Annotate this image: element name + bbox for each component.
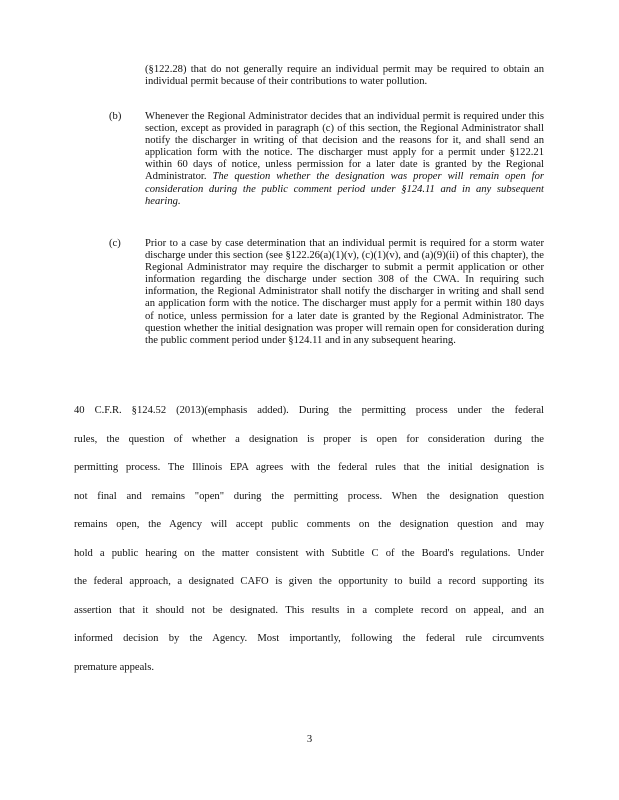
body-line: remains open, the Agency will accept public comments on the designation question and may bbox=[74, 519, 544, 530]
quote-item-c bbox=[109, 238, 544, 347]
body-line: informed decision by the Agency. Most importantly, following the federal rule circumvents bbox=[74, 633, 544, 644]
body-line: permitting process. The Illinois EPA agrees with the federal rules that the initial designation is bbox=[74, 462, 544, 473]
body-line: rules, the question of whether a designation is proper is open for consideration during the bbox=[74, 434, 544, 445]
body-line: premature appeals. bbox=[74, 662, 155, 673]
quote-intro: (§122.28) that do not generally require an individual permit may be required to obtain an individual permit because of their contributions to water pollution. bbox=[145, 64, 544, 88]
body-line: the federal approach, a designated CAFO is given the opportunity to build a record supporting its bbox=[74, 576, 544, 587]
body-line: assertion that it should not be designated. This results in a complete record on appeal, and an bbox=[74, 605, 544, 616]
body-line: hold a public hearing on the matter consistent with Subtitle C of the Board's regulations. Under bbox=[74, 548, 544, 559]
body-line: 40 C.F.R. §124.52 (2013)(emphasis added). During the permitting process under the federal bbox=[74, 405, 544, 416]
item-marker: (b) bbox=[109, 111, 122, 122]
item-emphasis-text: The question whether the designation was proper will remain open for consideration during the public comment period under §124.11 and in any subsequent hearing. bbox=[145, 171, 544, 207]
page-number: 3 bbox=[306, 734, 313, 745]
quote-item-b bbox=[109, 111, 544, 208]
body-line: not final and remains "open" during the permitting process. When the designation question bbox=[74, 491, 544, 502]
item-text: Whenever the Regional Administrator decides that an individual permit is required under this section, except as provided in paragraph (c) of this section, the Regional Administrator shall notify the discharger in writing of that decision and the reasons for it, and shall send an application form with the notice. The discharger must apply for a permit under §122.21 within 60 days of notice, unless permission for a later date is granted by the Regional Administrator. bbox=[145, 111, 544, 183]
item-marker: (c) bbox=[109, 238, 121, 249]
item-text: Prior to a case by case determination that an individual permit is required for a storm water discharge under this section (see §122.26(a)(1)(v), (c)(1)(v), and (a)(9)(ii) of this chapter), the Regional Administrator may require the discharger to submit a permit application or other information regarding the discharge under section 308 of the CWA. In requiring such information, the Regional Administrator shall notify the discharger in writing and shall send an application form with the notice. The discharger must apply for a permit within 180 days of notice, unless permission for a later date is granted by the Regional Administrator. The question whether the initial designation was proper will remain open for consideration during the public comment period under §124.11 and in any subsequent hearing. bbox=[145, 238, 544, 346]
